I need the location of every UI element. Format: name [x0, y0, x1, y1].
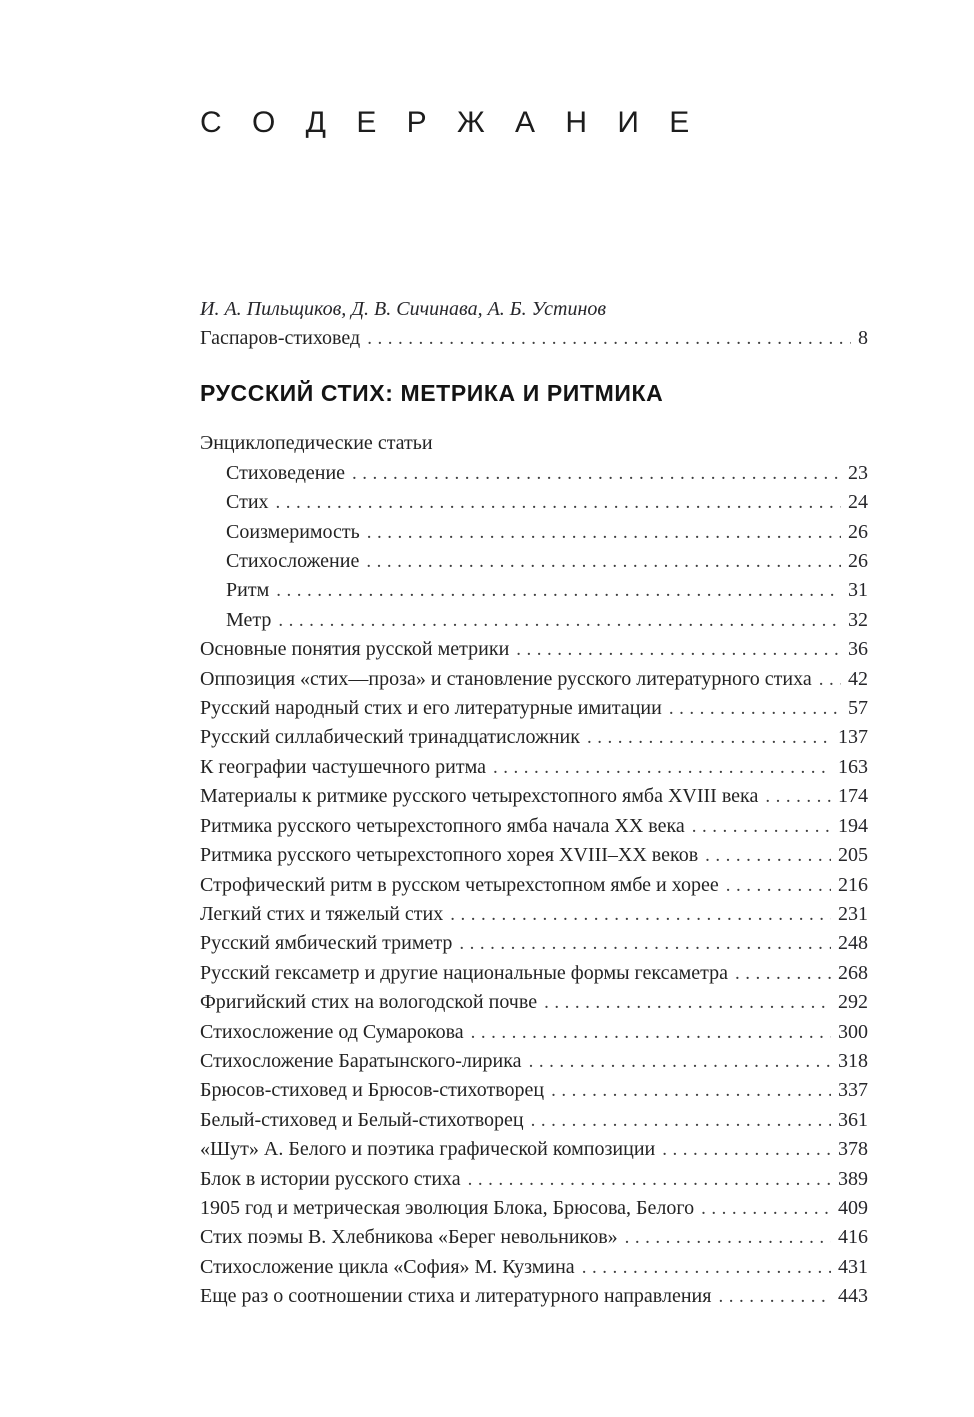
toc-entry-page: 389 — [838, 1167, 868, 1190]
toc-entry-title: Оппозиция «стих—проза» и становление русского литературного стиха — [200, 667, 812, 690]
toc-entry-page: 268 — [838, 961, 868, 984]
dot-leader — [352, 459, 841, 488]
toc-entry-page: 409 — [838, 1196, 868, 1219]
toc-entry-title: Стих поэмы В. Хлебникова «Берег невольников» — [200, 1226, 618, 1249]
toc-entry-title: Стихосложение Баратынского-лирика — [200, 1049, 522, 1072]
toc-entry-page: 26 — [848, 520, 868, 543]
dot-leader — [493, 753, 831, 782]
toc-entry — [200, 324, 868, 353]
toc-entry — [200, 635, 868, 664]
dot-leader — [366, 547, 841, 576]
dot-leader — [276, 488, 841, 517]
toc-entry-page: 163 — [838, 755, 868, 778]
toc-entry — [200, 723, 868, 752]
toc-entry-title: Еще раз о соотношении стиха и литературного направления — [200, 1285, 712, 1308]
toc-entry-title: Стихосложение од Сумарокова — [200, 1020, 464, 1043]
dot-leader — [705, 841, 831, 870]
toc-entry-title: Стихосложение — [226, 550, 360, 573]
toc-entry-page: 174 — [838, 785, 868, 808]
page-title: С О Д Е Р Ж А Н И Е — [200, 106, 701, 139]
toc-entry-page: 431 — [838, 1255, 868, 1278]
toc-entry-title: Метр — [226, 608, 272, 631]
dot-leader — [551, 1076, 831, 1105]
toc-entry-page: 194 — [838, 814, 868, 837]
toc-entry-page: 36 — [848, 638, 868, 661]
toc-entry-page: 443 — [838, 1285, 868, 1308]
toc-entry-title: Ритм — [226, 579, 270, 602]
toc-entry — [200, 959, 868, 988]
dot-leader — [662, 1135, 831, 1164]
toc-entry-page: 137 — [838, 726, 868, 749]
toc-entry-title: Стихосложение цикла «София» М. Кузмина — [200, 1255, 575, 1278]
toc-entry — [200, 1135, 868, 1164]
dot-leader — [276, 576, 841, 605]
dot-leader — [529, 1047, 831, 1076]
toc-entry-title: 1905 год и метрическая эволюция Блока, Брюсова, Белого — [200, 1196, 695, 1219]
toc-entry-page: 24 — [848, 491, 868, 514]
dot-leader — [587, 723, 831, 752]
toc-entry — [200, 1047, 868, 1076]
toc-entry-title: Основные понятия русской метрики — [200, 638, 510, 661]
dot-leader — [718, 1282, 831, 1311]
toc-entry-title: Ритмика русского четырехстопного ямба начала XX века — [200, 814, 685, 837]
dot-leader — [544, 988, 831, 1017]
toc-entry-page: 26 — [848, 550, 868, 573]
toc-entry — [200, 694, 868, 723]
toc-entry — [200, 1194, 868, 1223]
toc-entry — [200, 1223, 868, 1252]
toc-entry-title: Стиховедение — [226, 461, 346, 484]
toc-entry-title: Соизмеримость — [226, 520, 360, 543]
dot-leader — [582, 1253, 831, 1282]
dot-leader — [692, 812, 831, 841]
dot-leader — [625, 1223, 831, 1252]
toc-entry — [200, 1076, 868, 1105]
toc-entry — [200, 812, 868, 841]
toc-entry-page: 318 — [838, 1049, 868, 1072]
dot-leader — [450, 900, 831, 929]
toc-entry-page: 42 — [848, 667, 868, 690]
toc-entry-title: Гаспаров-стиховед — [200, 327, 361, 349]
toc-entry — [200, 606, 868, 635]
toc-entry-page: 31 — [848, 579, 868, 602]
toc-entry-title: Русский гексаметр и другие национальные формы гексаметра — [200, 961, 728, 984]
toc-entry — [200, 1106, 868, 1135]
toc-entry — [200, 1253, 868, 1282]
dot-leader — [819, 665, 841, 694]
toc-entry — [200, 929, 868, 958]
toc-entry — [200, 900, 868, 929]
dot-leader — [735, 959, 831, 988]
toc-entry — [200, 782, 868, 811]
toc-entry-page: 205 — [838, 844, 868, 867]
toc-entry-title: Блок в истории русского стиха — [200, 1167, 461, 1190]
toc-entry — [200, 547, 868, 576]
toc-entry-title: Белый-стиховед и Белый-стихотворец — [200, 1108, 524, 1131]
toc-entry-page: 23 — [848, 461, 868, 484]
toc-group-label — [200, 429, 868, 458]
toc-entry-title: Легкий стих и тяжелый стих — [200, 902, 444, 925]
toc-entry-title: «Шут» А. Белого и поэтика графической композиции — [200, 1138, 656, 1161]
toc-entry-page: 32 — [848, 608, 868, 631]
toc-entry — [200, 1165, 868, 1194]
dot-leader — [669, 694, 841, 723]
toc-entry-page: 216 — [838, 873, 868, 896]
toc-entry-title: Фригийский стих на вологодской почве — [200, 991, 538, 1014]
toc-entry — [200, 518, 868, 547]
toc-entry-page: 248 — [838, 932, 868, 955]
toc-entry-title: Строфический ритм в русском четырехстопном ямбе и хорее — [200, 873, 719, 896]
toc-entry — [200, 753, 868, 782]
toc-entry-page: 416 — [838, 1226, 868, 1249]
intro-block — [200, 295, 868, 353]
dot-leader — [278, 606, 841, 635]
toc-entry — [200, 665, 868, 694]
dot-leader — [726, 871, 831, 900]
toc-entry-title: Брюсов-стиховед и Брюсов-стихотворец — [200, 1079, 545, 1102]
toc-entry — [200, 488, 868, 517]
dot-leader — [516, 635, 841, 664]
dot-leader — [471, 1018, 831, 1047]
dot-leader — [459, 929, 831, 958]
toc-entry — [200, 988, 868, 1017]
toc-entry-page: 292 — [838, 991, 868, 1014]
toc-list — [200, 429, 868, 1311]
dot-leader — [367, 324, 851, 353]
dot-leader — [367, 518, 841, 547]
dot-leader — [468, 1165, 831, 1194]
toc-entry-page: 231 — [838, 902, 868, 925]
toc-entry-page: 300 — [838, 1020, 868, 1043]
toc-entry — [200, 1018, 868, 1047]
toc-entry-title: Материалы к ритмике русского четырехстопного ямба XVIII века — [200, 785, 759, 808]
toc-entry-page: 361 — [838, 1108, 868, 1131]
toc-entry-page: 337 — [838, 1079, 868, 1102]
toc-entry-page: 57 — [848, 697, 868, 720]
toc-entry — [200, 576, 868, 605]
toc-entry — [200, 841, 868, 870]
toc-entry-title: Русский народный стих и его литературные имитации — [200, 697, 662, 720]
toc-group-label-text: Энциклопедические статьи — [200, 432, 433, 455]
toc-entry-page: 8 — [858, 327, 868, 349]
dot-leader — [765, 782, 831, 811]
toc-entry-title: Стих — [226, 491, 269, 514]
toc-entry — [200, 459, 868, 488]
dot-leader — [701, 1194, 831, 1223]
toc-entry-title: Русский ямбический триметр — [200, 932, 453, 955]
toc-entry-title: Русский силлабический тринадцатисложник — [200, 726, 580, 749]
toc-entry-title: Ритмика русского четырехстопного хорея XVIII–XX веков — [200, 844, 699, 867]
section-heading: РУССКИЙ СТИХ: МЕТРИКА И РИТМИКА — [200, 380, 664, 407]
toc-main-entries — [200, 635, 868, 1311]
toc-entry — [200, 871, 868, 900]
toc-entry-title: К географии частушечного ритма — [200, 755, 486, 778]
toc-sub-entries — [200, 459, 868, 635]
toc-entry-page: 378 — [838, 1138, 868, 1161]
intro-authors: И. А. Пильщиков, Д. В. Сичинава, А. Б. Устинов — [200, 298, 607, 320]
dot-leader — [531, 1106, 831, 1135]
toc-entry — [200, 1282, 868, 1311]
